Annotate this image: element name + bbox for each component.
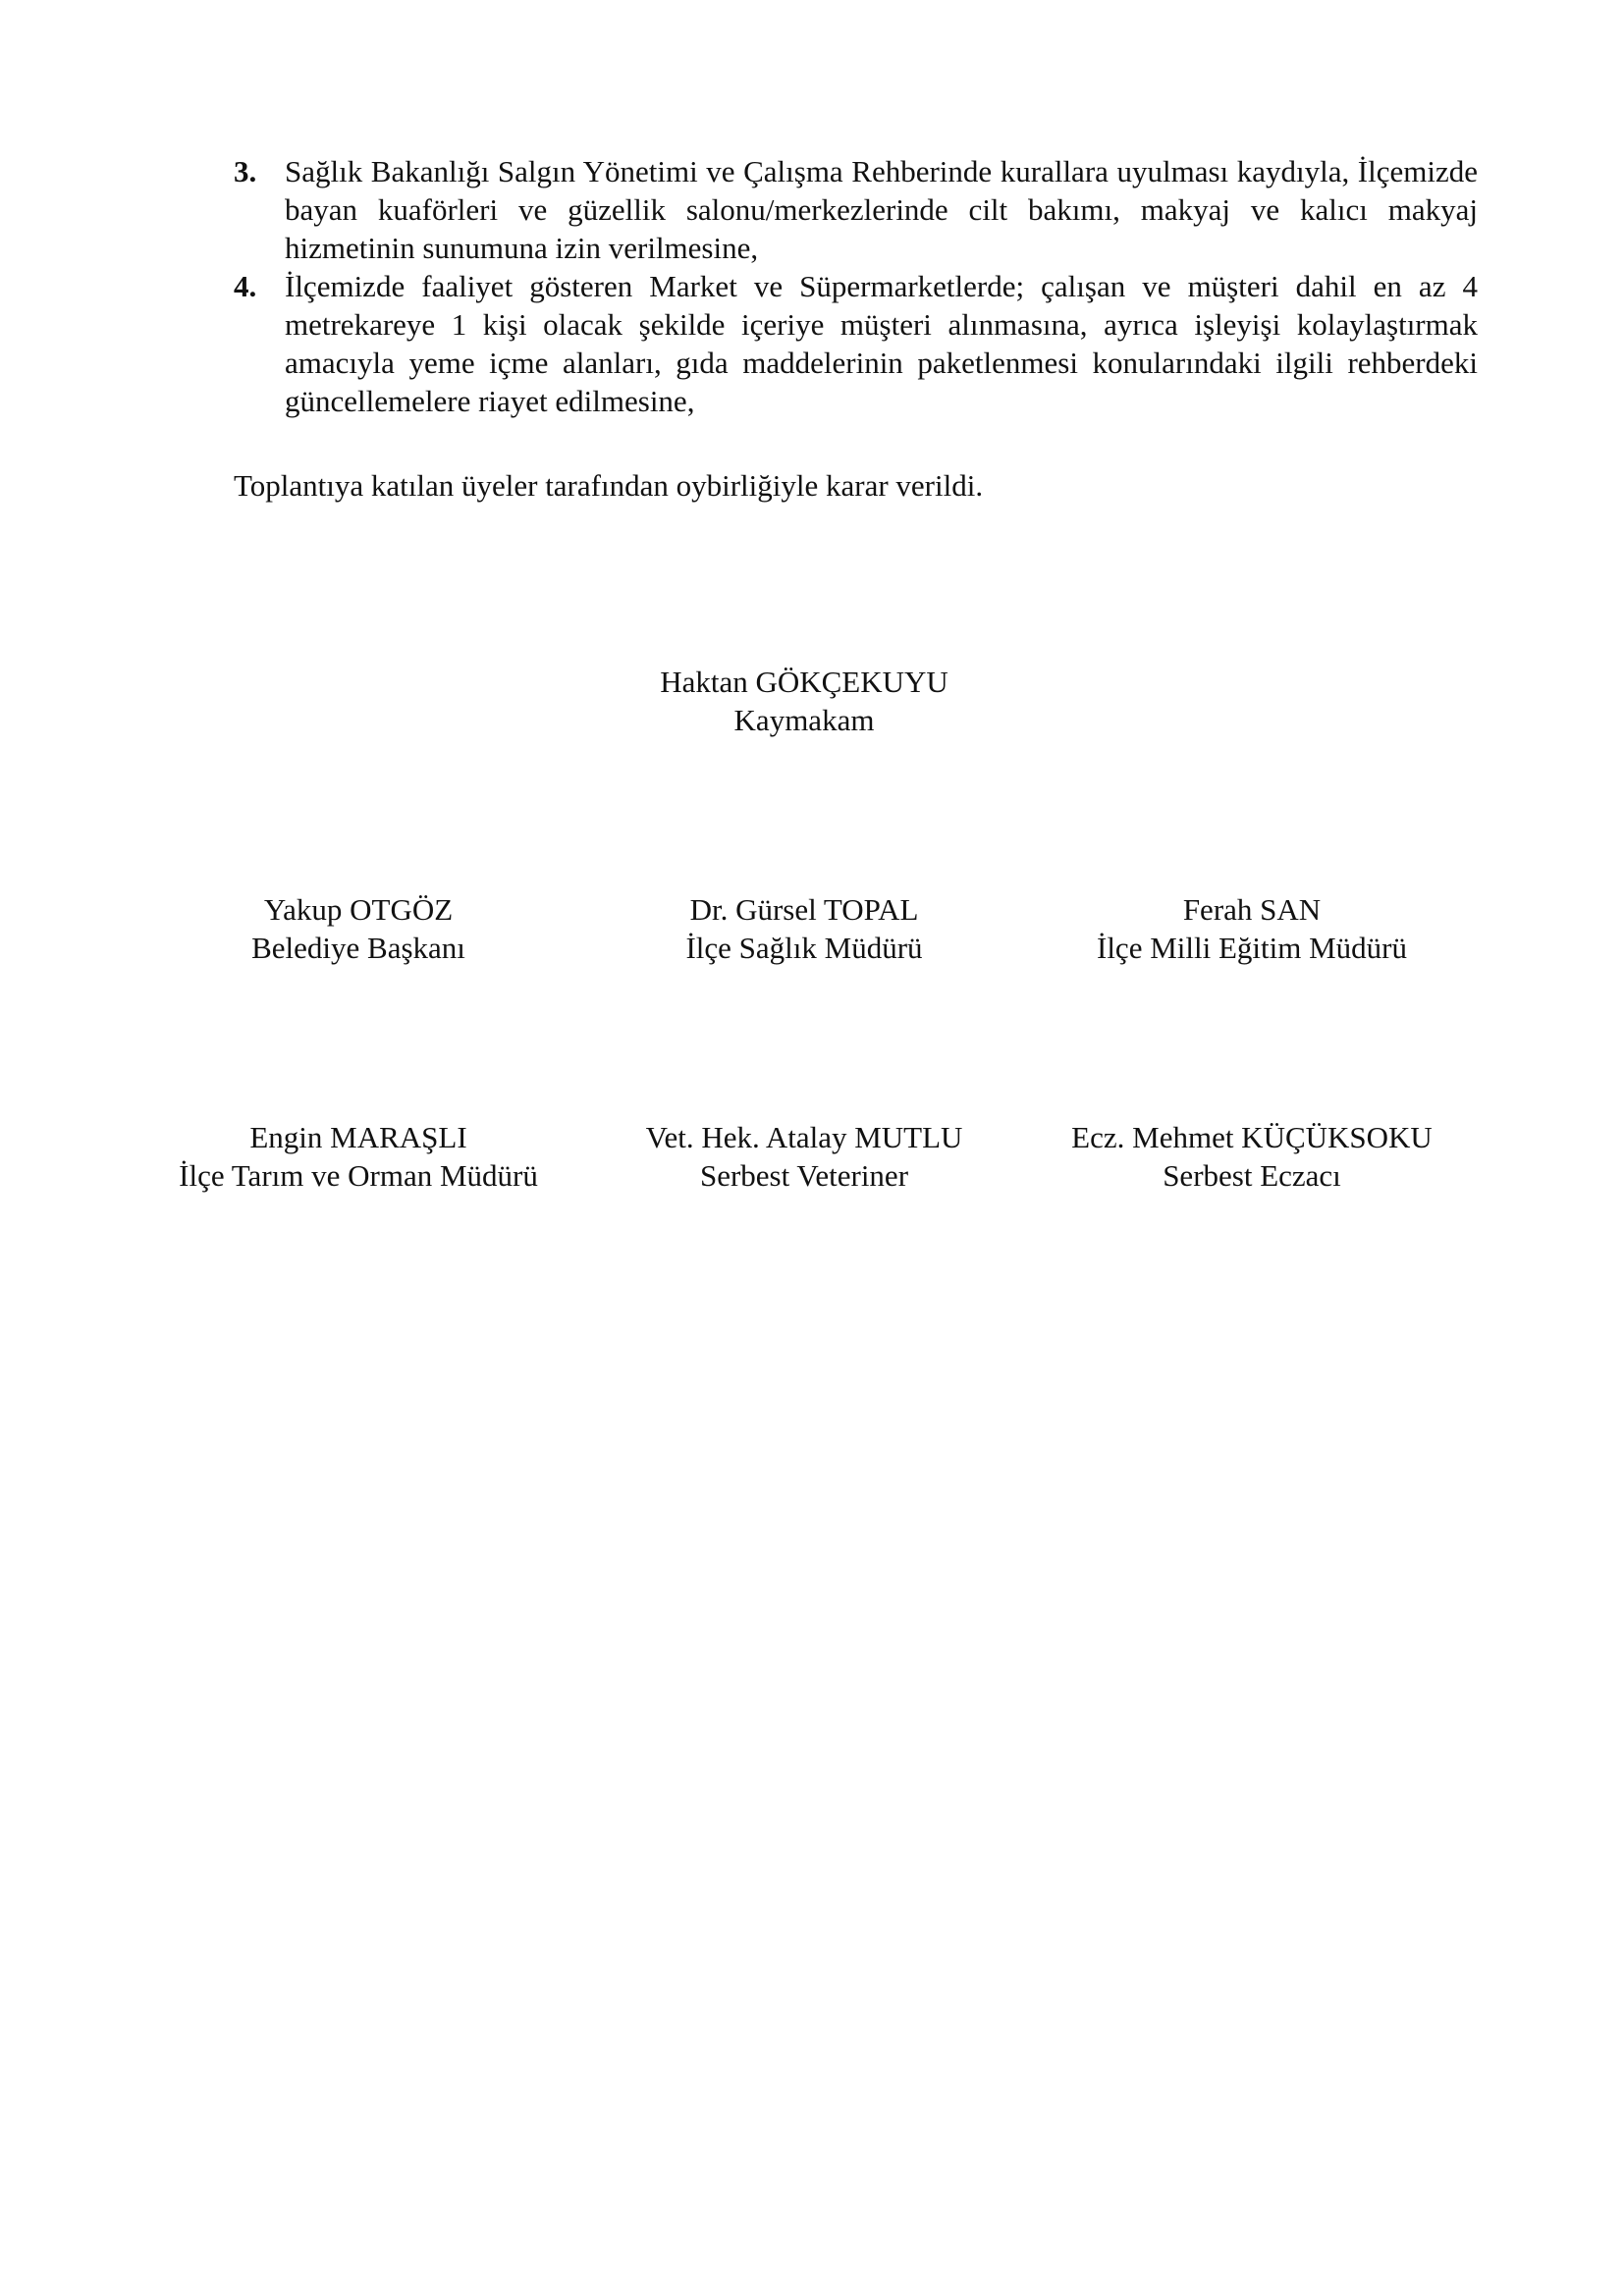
- signature-block-health-director: [608, 890, 1001, 967]
- decision-list: [234, 152, 1478, 420]
- signatory-title: İlçe Sağlık Müdürü: [685, 931, 923, 965]
- signatory-name: Dr. Gürsel TOPAL: [689, 892, 919, 927]
- signatory-name: Ecz. Mehmet KÜÇÜKSOKU: [1071, 1120, 1433, 1154]
- decision-number: 3.: [234, 154, 257, 188]
- decision-text: Sağlık Bakanlığı Salgın Yönetimi ve Çalışma Rehberinde kurallara uyulması kaydıyla, İlçemizde bayan kuaförleri ve güzellik salonu/merkezlerinde cilt bakımı, makyaj ve kalıcı makyaj hizmetinin sunumuna izin verilmesine,: [285, 154, 1478, 265]
- signatory-title: İlçe Tarım ve Orman Müdürü: [179, 1158, 538, 1193]
- signature-block-chair: [608, 663, 1001, 739]
- signatory-name: Haktan GÖKÇEKUYU: [660, 665, 948, 699]
- signatory-title: Serbest Eczacı: [1163, 1158, 1341, 1193]
- signatory-title: İlçe Milli Eğitim Müdürü: [1097, 931, 1407, 965]
- signature-block-pharmacist: [1031, 1118, 1473, 1195]
- decision-item-4: [234, 267, 1478, 420]
- signature-block-veterinarian: [608, 1118, 1001, 1195]
- decision-number: 4.: [234, 269, 257, 303]
- signatory-name: Yakup OTGÖZ: [263, 892, 454, 927]
- signature-block-education-director: [1031, 890, 1473, 967]
- signatory-name: Ferah SAN: [1182, 892, 1322, 927]
- signature-block-mayor: [137, 890, 579, 967]
- signature-block-agriculture-director: [137, 1118, 579, 1195]
- decision-item-3: [234, 152, 1478, 267]
- signatory-title: Kaymakam: [733, 703, 875, 737]
- decision-text: İlçemizde faaliyet gösteren Market ve Süpermarketlerde; çalışan ve müşteri dahil en az 4 metrekareye 1 kişi olacak şekilde içeriye müşteri alınmasına, ayrıca işleyişi kolaylaştırmak amacıyla yeme içme alanları, gıda maddelerinin paketlenmesi konularındaki ilgili rehberdeki güncellemelere riayet edilmesine,: [285, 269, 1478, 418]
- signatory-name: Engin MARAŞLI: [249, 1120, 467, 1154]
- closing-statement: Toplantıya katılan üyeler tarafından oybirliğiyle karar verildi.: [234, 468, 984, 503]
- signatory-name: Vet. Hek. Atalay MUTLU: [645, 1120, 963, 1154]
- signatory-title: Belediye Başkanı: [251, 931, 465, 965]
- signatory-title: Serbest Veteriner: [699, 1158, 909, 1193]
